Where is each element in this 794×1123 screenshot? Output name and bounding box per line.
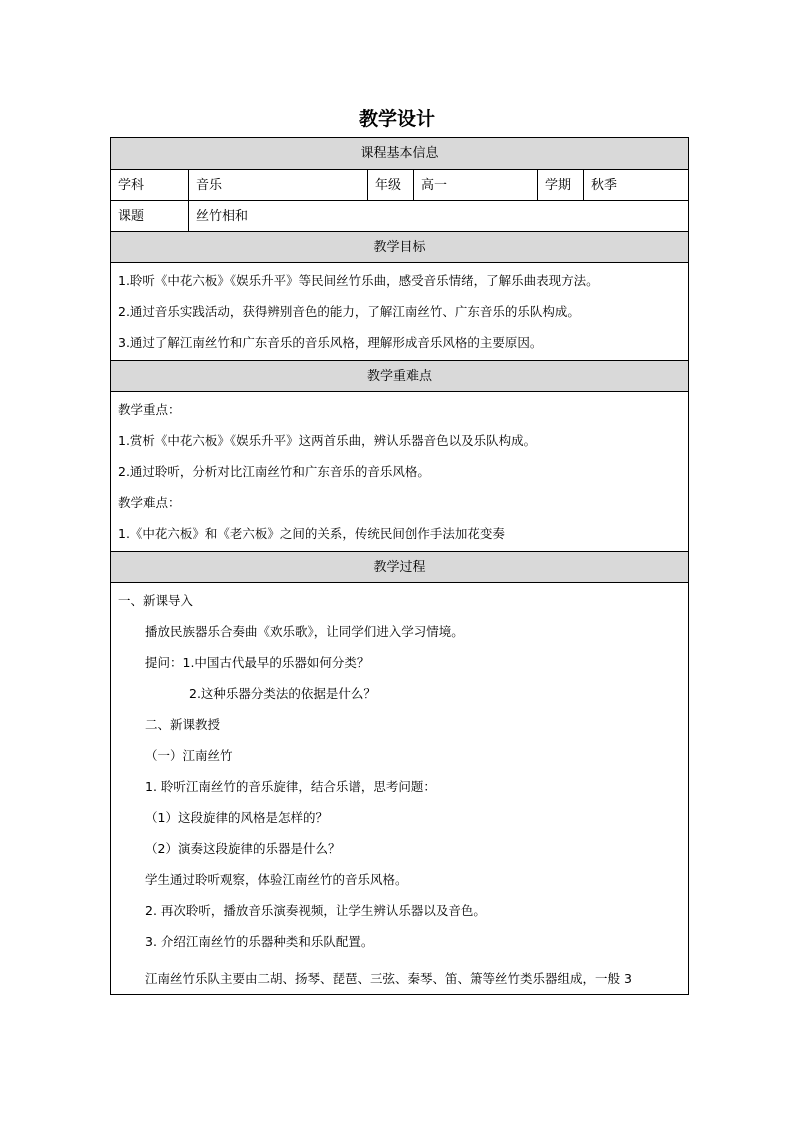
- focus-item: 1.赏析《中花六板》《娱乐升平》这两首乐曲，辨认乐器音色以及乐队构成。: [118, 433, 537, 448]
- focus-item: 2.通过聆听，分析对比江南丝竹和广东音乐的音乐风格。: [118, 464, 430, 479]
- process-paragraph: 1. 聆听江南丝竹的音乐旋律，结合乐谱，思考问题：: [145, 779, 436, 794]
- term-value: 秋季: [583, 170, 688, 200]
- grade-label: 年级: [367, 170, 413, 200]
- section-header-process: 教学过程: [111, 551, 688, 582]
- section-header-objectives: 教学目标: [111, 231, 688, 262]
- process-paragraph: 学生通过聆听观察，体验江南丝竹的音乐风格。: [145, 872, 408, 887]
- subject-label: 学科: [118, 178, 145, 193]
- process-paragraph: 播放民族器乐合奏曲《欢乐歌》，让同学们进入学习情境。: [145, 624, 464, 639]
- key-points-cell: [111, 391, 688, 551]
- process-paragraph: 2. 再次聆听，播放音乐演奏视频，让学生辨认乐器以及音色。: [145, 903, 486, 918]
- process-paragraph: 2.这种乐器分类法的依据是什么？: [189, 686, 376, 701]
- process-subheading: （一）江南丝竹: [145, 748, 233, 763]
- objective-item: 1.聆听《中花六板》《娱乐升平》等民间丝竹乐曲，感受音乐情绪，了解乐曲表现方法。: [118, 273, 599, 288]
- objectives-cell: [111, 262, 688, 360]
- lesson-plan-table: [110, 137, 689, 995]
- process-heading: 一、新课导入: [118, 593, 194, 608]
- grade-value: 高一: [413, 170, 537, 200]
- focus-label: 教学重点：: [118, 402, 181, 417]
- section-header-basic-info: 课程基本信息: [111, 138, 688, 169]
- process-paragraph: 江南丝竹乐队主要由二胡、扬琴、琵琶、三弦、秦琴、笛、箫等丝竹类乐器组成，一般 3: [145, 971, 632, 986]
- subject-value: 音乐: [188, 170, 367, 200]
- process-paragraph: 提问：1.中国古代最早的乐器如何分类？: [145, 655, 370, 670]
- process-paragraph: 3. 介绍江南丝竹的乐器种类和乐队配置。: [145, 934, 374, 949]
- objective-item: 2.通过音乐实践活动，获得辨别音色的能力，了解江南丝竹、广东音乐的乐队构成。: [118, 304, 580, 319]
- section-header-key-points: 教学重难点: [111, 360, 688, 391]
- difficulty-label: 教学难点：: [118, 495, 181, 510]
- difficulty-item: 1.《中花六板》和《老六板》之间的关系，传统民间创作手法加花变奏: [118, 526, 505, 541]
- process-cell: [111, 582, 688, 994]
- objective-item: 3.通过了解江南丝竹和广东音乐的音乐风格，理解形成音乐风格的主要原因。: [118, 335, 543, 350]
- term-label: 学期: [537, 170, 583, 200]
- process-heading: 二、新课教授: [145, 717, 221, 732]
- process-question: （2）演奏这段旋律的乐器是什么？: [145, 841, 341, 856]
- info-row-2: [111, 200, 688, 231]
- document-title: 教学设计: [358, 108, 435, 130]
- info-row-1: [111, 169, 688, 200]
- topic-label: 课题: [118, 209, 145, 224]
- topic-value: 丝竹相和: [188, 201, 688, 231]
- process-question: （1）这段旋律的风格是怎样的？: [145, 810, 328, 825]
